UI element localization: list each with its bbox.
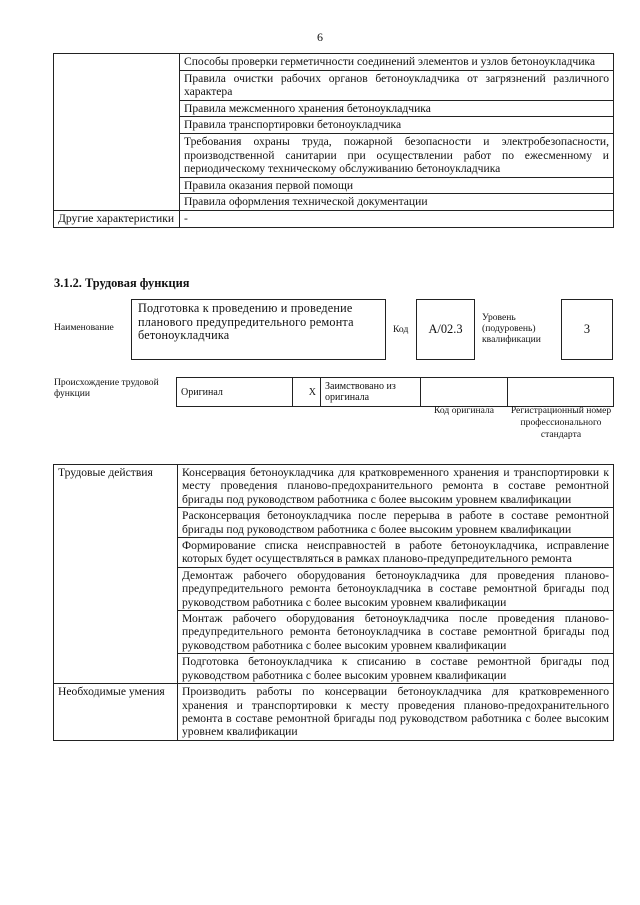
origin-label: Происхождение трудовой функции [54, 377, 159, 399]
level-label: Уровень (подуровень) квалификации [482, 312, 541, 345]
registration-number-cell [508, 378, 614, 407]
knowledge-item: Требования охраны труда, пожарной безопасности и электробезопасности, производственной санитарии при осуществлении работ по ежесменному и периодическому техническому обслуживанию бетоноукладчика [180, 133, 614, 177]
other-characteristics-label: Другие характеристики [54, 210, 180, 227]
other-characteristics-value: - [180, 210, 614, 227]
labor-actions-label: Трудовые действия [54, 465, 178, 684]
code-label: Код [393, 324, 409, 335]
function-code-box: A/02.3 [416, 299, 475, 360]
code-original-caption: Код оригинала [433, 405, 495, 416]
required-skill-item: Производить работы по консервации бетоноукладчика для кратковременного хранения и транспортировки к месту проведения планово-предохранительного ремонта в составе ремонтной бригады под руководством работника с более высоким уровнем квалификации [178, 684, 614, 741]
knowledge-item: Правила оказания первой помощи [180, 177, 614, 194]
page-number: 6 [317, 30, 323, 44]
labor-action-item: Формирование списка неисправностей в работе бетоноукладчика, исправление которых будет осуществляться в рамках планово-предупредительного ремонта [178, 538, 614, 568]
original-cell: Оригинал [177, 378, 293, 407]
table-row [54, 465, 614, 508]
knowledge-table [53, 53, 614, 228]
labor-action-item: Консервация бетоноукладчика для кратковременного хранения и транспортировки к месту проведения планово-предохранительного ремонта в составе ремонтной бригады под руководством работника с более высоким уровнем квалификации [178, 465, 614, 508]
labor-action-item: Расконсервация бетоноукладчика после перерыва в работе в составе ремонтной бригады под руководством работника с более высоким уровнем квалификации [178, 508, 614, 538]
table-row [54, 210, 614, 227]
labor-action-item: Подготовка бетоноукладчика к списанию в составе ремонтной бригады под руководством работника с более высоким уровнем квалификации [178, 654, 614, 684]
labor-action-item: Демонтаж рабочего оборудования бетоноукладчика для проведения планово-предупредительного ремонта бетоноукладчика в составе ремонтной бригады под руководством работника с более высоким уровнем квалификации [178, 567, 614, 610]
labor-action-item: Монтаж рабочего оборудования бетоноукладчика после проведения планово-предупредительного ремонта бетоноукладчика в составе ремонтной бригады под руководством работника с более высоким уровнем квалификации [178, 611, 614, 654]
knowledge-item: Правила очистки рабочих органов бетоноукладчика от загрязнений различного характера [180, 70, 614, 100]
original-code-cell [421, 378, 508, 407]
name-label: Наименование [54, 322, 114, 333]
table-row [177, 378, 614, 407]
function-name-box: Подготовка к проведению и проведение планового предупредительного ремонта бетоноукладчика [131, 299, 386, 360]
knowledge-item: Правила транспортировки бетоноукладчика [180, 117, 614, 134]
labor-actions-table [53, 464, 614, 741]
table-row [54, 684, 614, 741]
section-heading: 3.1.2. Трудовая функция [54, 276, 190, 290]
knowledge-item: Способы проверки герметичности соединений элементов и узлов бетоноукладчика [180, 54, 614, 71]
required-skills-label: Необходимые умения [54, 684, 178, 741]
empty-label-cell [54, 54, 180, 211]
knowledge-item: Правила межсменного хранения бетоноукладчика [180, 100, 614, 117]
borrowed-cell: Заимствовано из оригинала [321, 378, 421, 407]
qualification-level-box: 3 [561, 299, 613, 360]
knowledge-item: Правила оформления технической документации [180, 194, 614, 211]
registration-number-caption: Регистрационный номер профессионального стандарта [510, 405, 612, 440]
table-row [54, 54, 614, 71]
origin-table [176, 377, 614, 407]
original-mark: X [293, 378, 321, 407]
